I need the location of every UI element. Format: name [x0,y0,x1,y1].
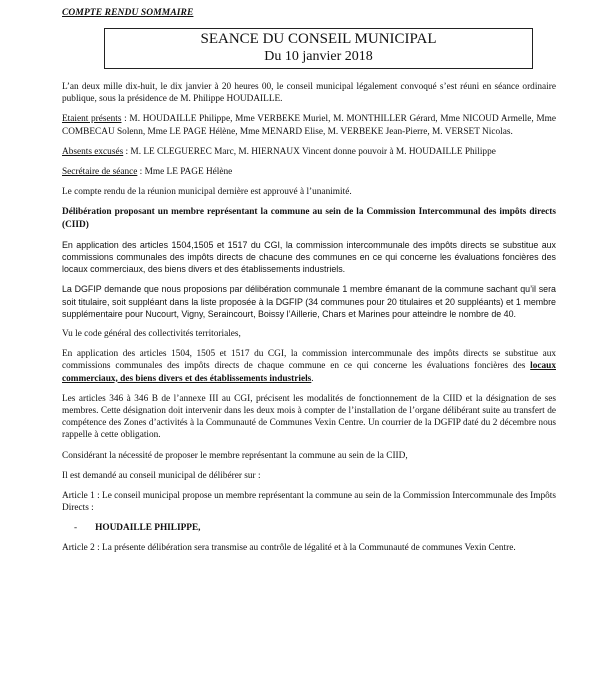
document-page [62,8,556,555]
ciid-paragraph-2-text: En application des articles 1504, 1505 et 1517 du CGI, la commission intercommunale des impôts directs se substitue aux commissions communales des impôts directs de chaque commune en ce qui concerne les évaluations foncières des [62,349,556,372]
articles-paragraph: Les articles 346 à 346 B de l’annexe III au CGI, précisent les modalités de fonctionnement de la CIID et la désignation de ses membres. Cette désignation doit intervenir dans les deux mois à compter de l’installation de l’organe délibérant suite au transfert de compétence des Zones d’activités à la Communauté de Communes Vexin Centre. Un courrier de la DGFIP daté du 2 décembre nous rappelle à cette obligation. [62,393,556,441]
intro-paragraph: L’an deux mille dix-huit, le dix janvier à 20 heures 00, le conseil municipal légalement convoqué s’est réuni en séance ordinaire publique, sous la présidence de M. Philippe HOUDAILLE. [62,82,556,105]
ciid-paragraph-2-end: . [311,373,314,384]
secretary-text: : Mme LE PAGE Hélène [137,167,233,178]
bullet-dash: - [74,523,78,534]
considerant-paragraph: Considérant la nécessité de proposer le membre représentant la commune au sein de la CIID, [62,450,408,461]
demande-paragraph: Il est demandé au conseil municipal de délibérer sur : [62,470,261,481]
secretary-label: Secrétaire de séance [62,167,138,178]
session-title: SEANCE DU CONSEIL MUNICIPAL [200,31,437,47]
article-1: Article 1 : Le conseil municipal propose un membre représentant la commune au sein de la Commission Intercommunale des Impôts Directs : [62,491,556,514]
absents-text: : M. LE CLEGUEREC Marc, M. HIERNAUX Vincent donne pouvoir à M. HOUDAILLE Philippe [123,146,496,157]
session-date: Du 10 janvier 2018 [264,49,373,64]
deliberation-title: Délibération proposant un membre représentant la commune au sein de la Commission Intercommunal des impôts directs (CIID) [62,207,556,230]
report-header: COMPTE RENDU SOMMAIRE [62,8,194,18]
vu-paragraph: Vu le code général des collectivités territoriales, [62,329,241,340]
ciid-paragraph-2 [62,348,556,385]
title-box [104,28,533,69]
member-list-item [74,522,556,534]
article-2: Article 2 : La présente délibération sera transmise au contrôle de légalité et à la Communauté de communes Vexin Centre. [62,543,516,554]
presents-label: Etaient présents [62,114,122,125]
absents-paragraph [62,146,556,158]
dgfip-paragraph: La DGFIP demande que nous proposions par délibération communale 1 membre émanant de la commune sachant qu’il sera soit titulaire, soit suppléant dans la liste proposée à la DGFIP (34 communes pour 20 titulaires et 20 suppléants) et 1 membre supplémentaire pour Nucourt, Vigny, Seraincourt, Boissy l’Aillerie, Chars et Marines pour atteindre le nombre de 40. [62,284,556,319]
secretary-paragraph [62,166,556,178]
presents-text: : M. HOUDAILLE Philippe, Mme VERBEKE Muriel, M. MONTHILLER Gérard, Mme NICOUD Armelle, Mme COMBECAU Solenn, Mme LE PAGE Hélène, Mme MENARD Elise, M. VERBEKE Jean-Pierre, M. VERSET Nicolas. [62,114,556,137]
ciid-paragraph-1: En application des articles 1504,1505 et 1517 du CGI, la commission intercommunale des impôts directs se substitue aux commissions communales des impôts directs de chacune des communes en ce qui concerne les évaluations foncières des locaux commerciaux, des biens divers et des établissements industriels. [62,239,556,275]
approval-paragraph: Le compte rendu de la réunion municipal dernière est approuvé à l’unanimité. [62,187,352,198]
presents-paragraph [62,113,556,137]
absents-label: Absents excusés [62,146,124,157]
ciid-paragraph-2-emphasis: locaux commerciaux, des biens divers et des établissements industriels [62,361,556,384]
member-name: HOUDAILLE PHILIPPE, [95,523,201,534]
